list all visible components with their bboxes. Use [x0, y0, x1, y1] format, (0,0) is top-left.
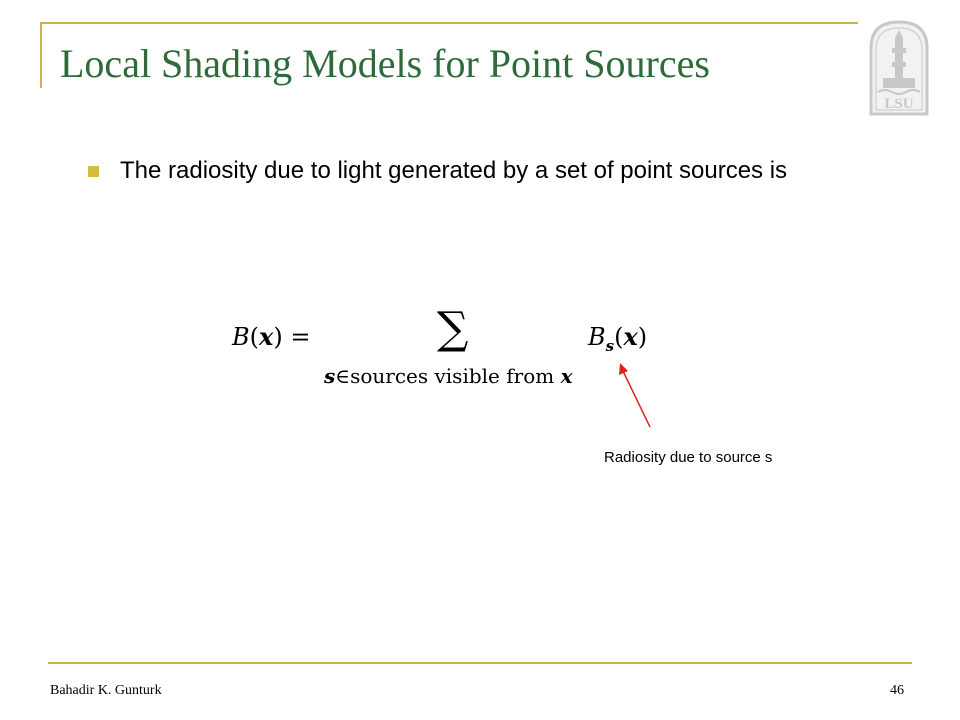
lsu-logo — [865, 18, 933, 116]
formula-rhs-symbol: B — [588, 323, 606, 351]
formula-rhs-subscript: s — [605, 336, 615, 355]
formula-rhs: $B_s(x)$ — [588, 322, 648, 355]
title-frame-left-line — [40, 22, 42, 88]
lsu-logo-text: LSU — [884, 96, 914, 112]
summation-symbol: ∑ — [437, 303, 469, 354]
formula-lhs-symbol: B — [232, 323, 250, 351]
bullet-list — [88, 155, 848, 187]
bullet-text: The radiosity due to light generated by a set of point sources is — [120, 157, 788, 184]
summation-subscript-text: sources visible from — [350, 364, 555, 388]
formula-rhs-arg: x — [623, 322, 638, 351]
radiosity-formula — [232, 303, 672, 400]
footer-divider — [48, 662, 912, 664]
summation-index: s — [324, 364, 336, 388]
summation-subscript-var: x — [560, 364, 573, 388]
bullet-item — [88, 155, 848, 187]
formula-lhs: B(x) = — [232, 322, 311, 351]
slide-title: Local Shading Models for Point Sources — [60, 41, 710, 86]
summation-subscript: s∈sources visible from x — [324, 364, 573, 388]
footer-author: Bahadir K. Gunturk — [50, 683, 162, 698]
page-number: 46 — [890, 683, 904, 698]
title-frame-top-line — [40, 22, 858, 24]
formula-equals: = — [290, 323, 311, 351]
annotation-label: Radiosity due to source s — [604, 449, 773, 466]
square-bullet-icon — [88, 166, 99, 177]
annotation-arrow-icon — [610, 355, 660, 435]
formula-lhs-arg: x — [259, 322, 274, 351]
